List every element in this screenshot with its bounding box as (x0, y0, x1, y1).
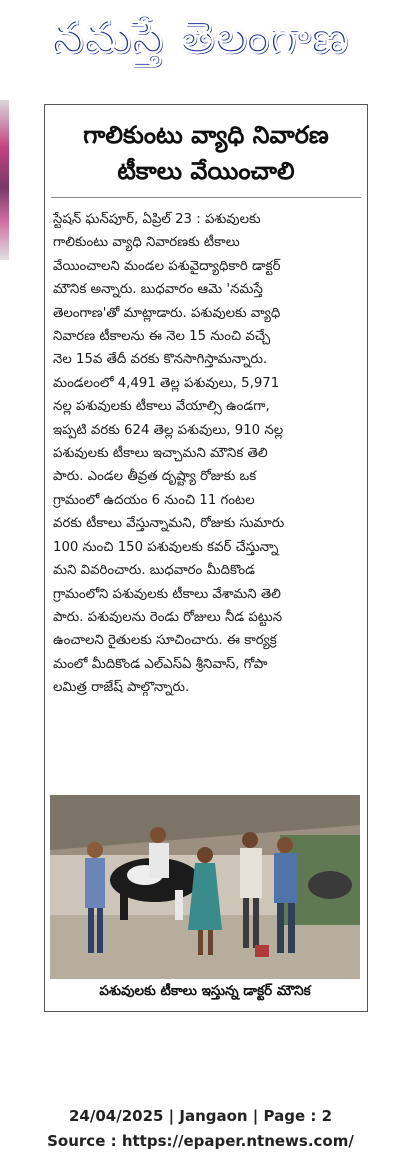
article-body-line: ఉంచాలని రైతులకు సూచించారు. ఈ కార్యక్ర (53, 633, 277, 649)
headline-line: గాలికుంటు వ్యాధి నివారణ (83, 121, 329, 149)
article-body-line: మని వివరించారు. బుధవారం మీదికొండ (53, 563, 255, 579)
article-body-line: మంలో మీదికొండ ఎల్‌ఎస్‌ఏ శ్రీనివాస్, గోపా (53, 656, 268, 672)
article-body-line: ఇప్పటి వరకు 624 తెల్ల పశువులు, 910 నల్ల (53, 422, 284, 438)
article-headline (51, 117, 361, 189)
footer-source: Source : https://epaper.ntnews.com/ (47, 1132, 354, 1150)
article-photo (50, 795, 360, 979)
photo-caption: పశువులకు టీకాలు ఇస్తున్న డాక్టర్ మౌనిక (99, 983, 311, 999)
article-body-line: గ్రామంలో ఉదయం 6 నుంచి 11 గంటల (53, 492, 255, 508)
headline-line: టీకాలు వేయించాలి (117, 157, 295, 185)
page-footer (0, 1104, 401, 1154)
article-body-line: గాలికుంటు వ్యాధి నివారణకు టీకాలు (53, 235, 240, 251)
article-body-line: నెల 15వ తేదీ వరకు కొనసాగిస్తామన్నారు. (53, 352, 268, 368)
article-body-line: స్టేషన్ ఘన్‌పూర్, ఏప్రిల్ 23 : పశువులకు (53, 212, 261, 227)
article-body-line: పశువులకు టీకాలు ఇచ్చామని మౌనిక తెలి (53, 446, 268, 462)
article-body-line: పారు. పశువులను రెండు రోజులు నీడ పట్టున (53, 609, 283, 625)
article-body-line: మౌనిక అన్నారు. బుధవారం ఆమె 'నమస్తే (53, 282, 263, 298)
article-body-line: నివారణ టీకాలను ఈ నెల 15 నుంచి వచ్చే (53, 329, 271, 345)
article-body-line: పారు. ఎండల తీవ్రత దృష్ట్యా రోజుకు ఒక (53, 469, 257, 485)
adjacent-column-image (0, 100, 9, 260)
article-body-line: లమిత్ర రాజేష్ పాల్గొన్నారు. (53, 680, 190, 696)
article-body-line: వేయించాలని మండల పశువైద్యాధికారి డాక్టర్ (53, 258, 281, 274)
article-body-line: మండలంలో 4,491 తెల్ల పశువులు, 5,971 (53, 375, 280, 391)
photo-illustration (50, 795, 360, 979)
article-body-line: గ్రామంలోని పశువులకు టీకాలు వేశామని తెలి (53, 586, 281, 602)
article-body-line: 100 నుంచి 150 పశువులకు కవర్ చేస్తున్నా (53, 539, 279, 555)
article-body-line: వరకు టీకాలు వేస్తున్నామని, రోజుకు సుమారు (53, 516, 285, 532)
headline-divider (51, 197, 361, 198)
masthead-title: నమస్తే తెలంగాణ (52, 12, 349, 63)
news-article (44, 104, 368, 1012)
footer-edition-info: 24/04/2025 | Jangaon | Page : 2 (68, 1107, 333, 1125)
masthead (0, 0, 401, 86)
article-body-line: తెలంగాణ'తో మాట్లాడారు. పశువులకు వ్యాధి (53, 305, 281, 321)
article-body (53, 208, 359, 700)
adjacent-column-strip (0, 100, 10, 1000)
article-body-line: నల్ల పశువులకు టీకాలు వేయాల్సి ఉండగా, (53, 399, 270, 415)
